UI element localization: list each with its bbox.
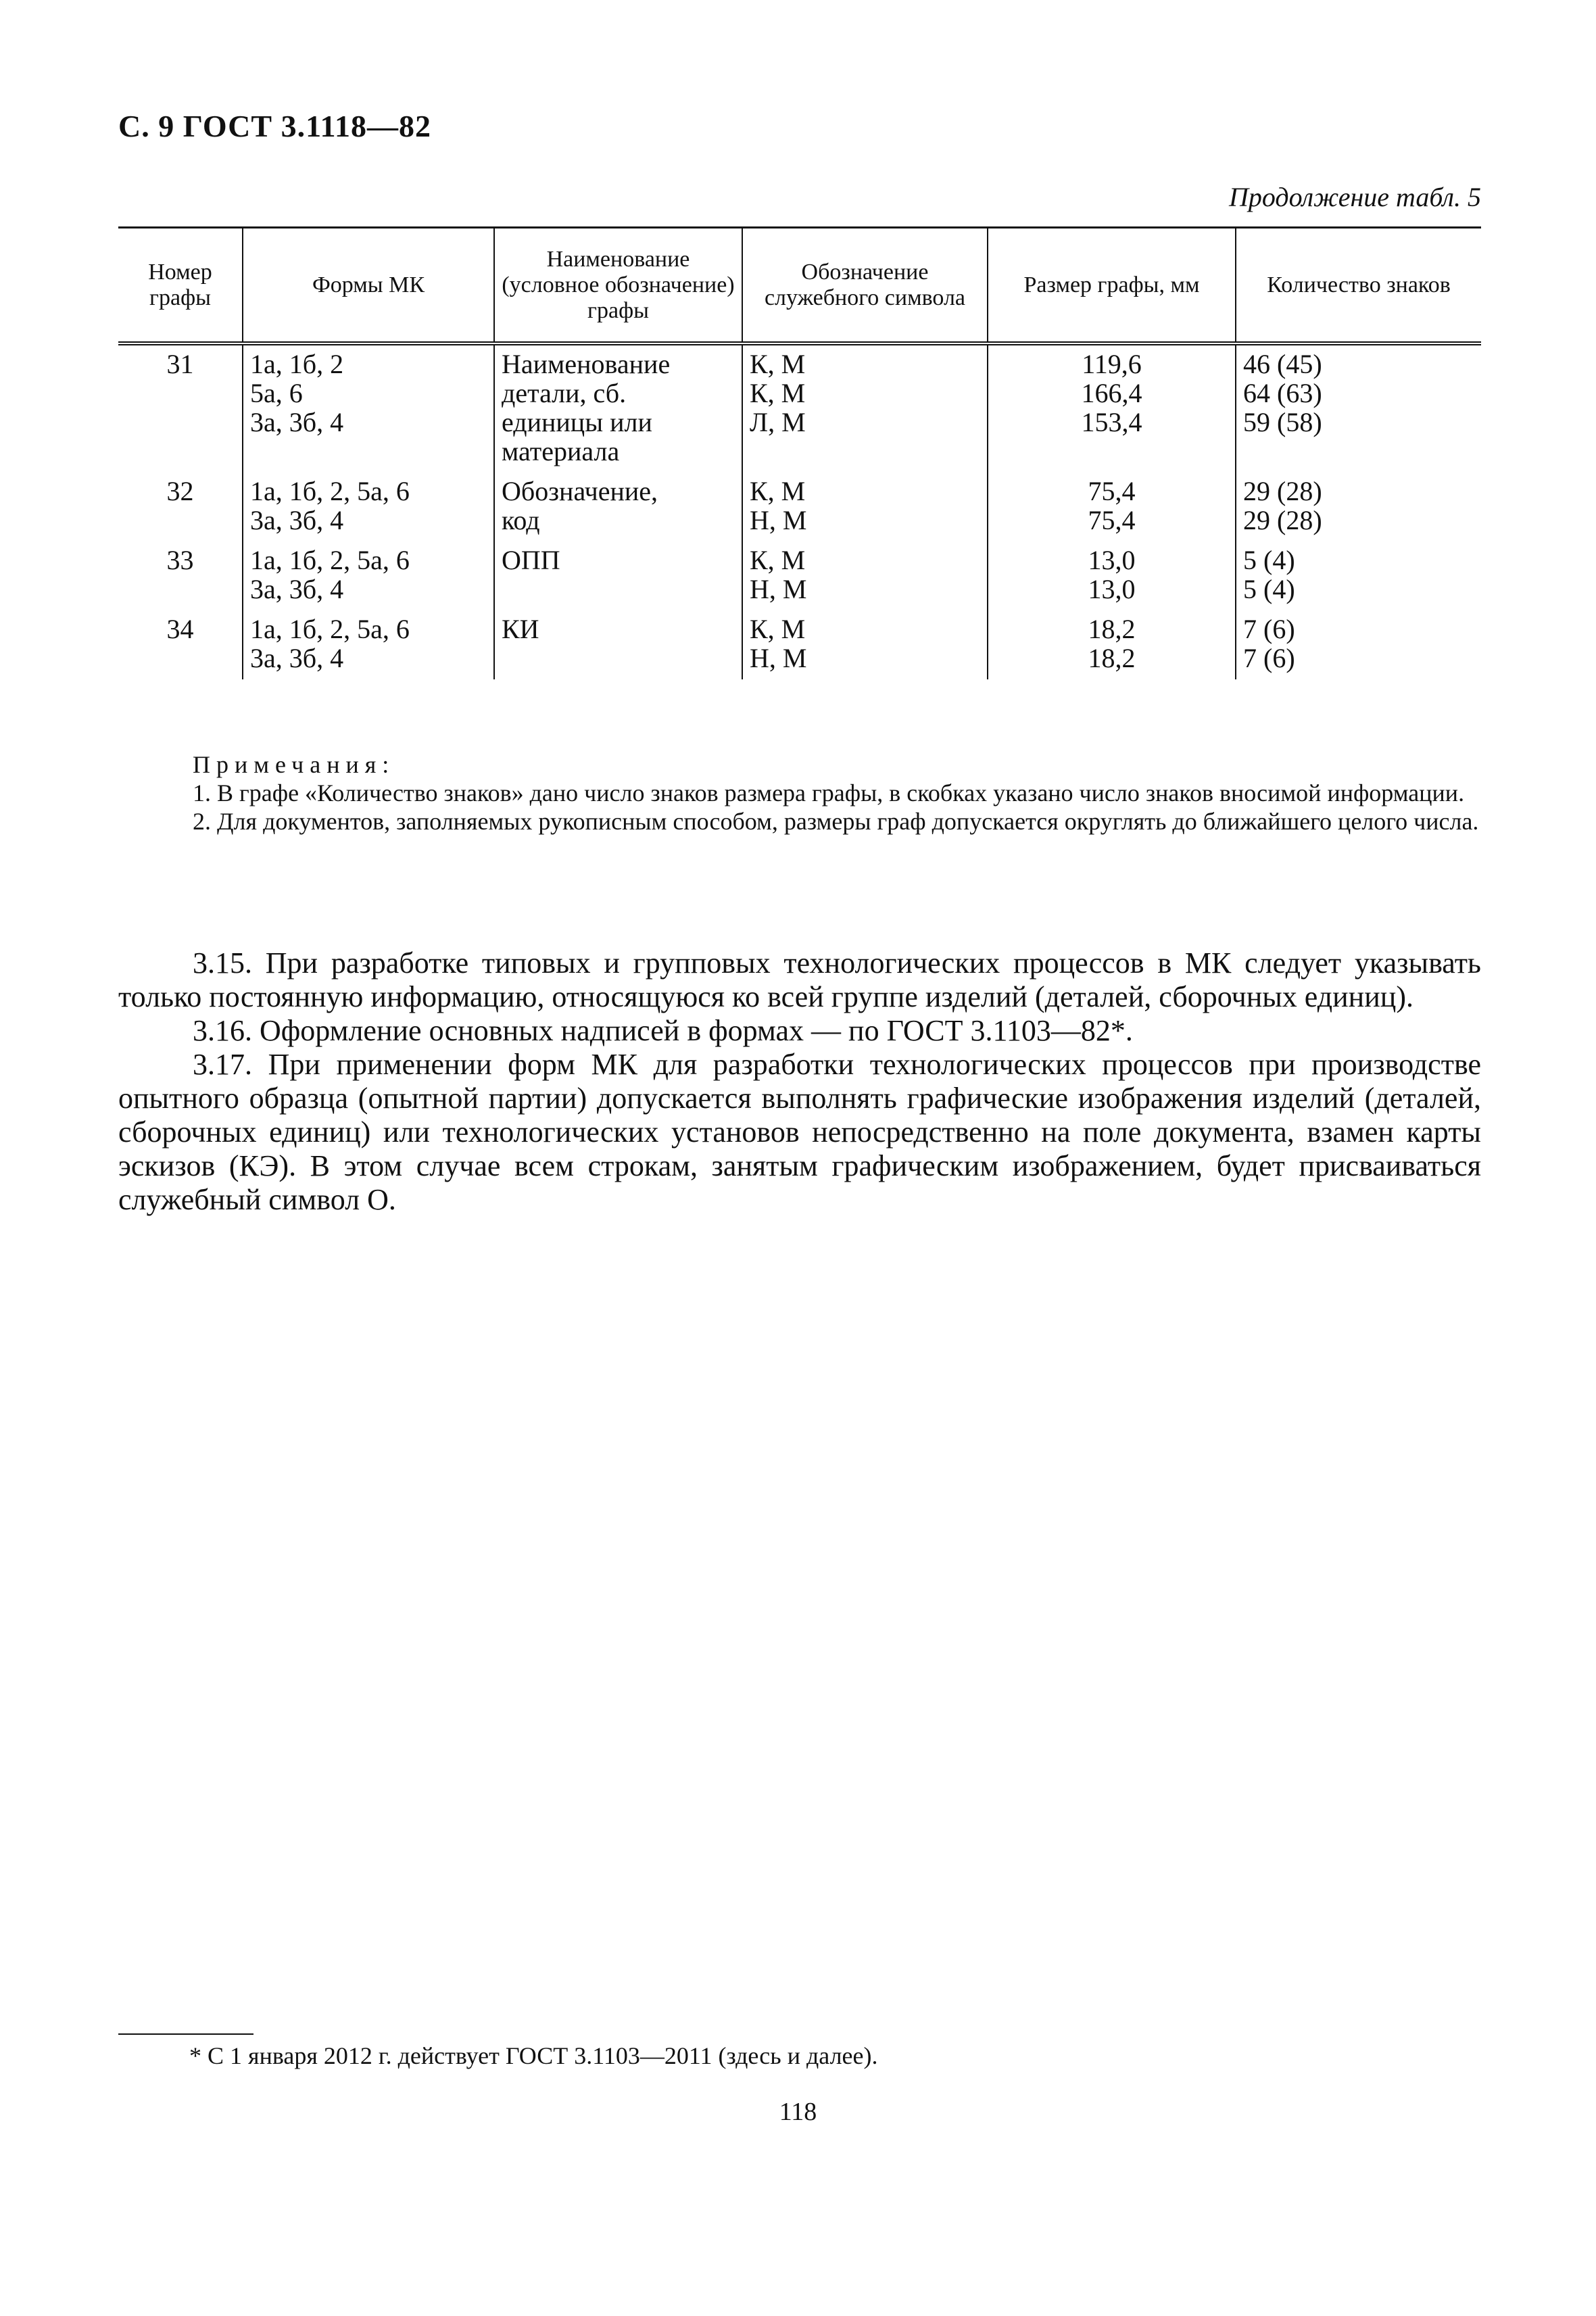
cell-size — [988, 473, 1236, 541]
cell-count — [1236, 541, 1481, 610]
footnote: * С 1 января 2012 г. действует ГОСТ 3.1103—2011 (здесь и далее). — [189, 2042, 878, 2069]
cell-name-line: код — [502, 505, 540, 535]
cell-size — [988, 541, 1236, 610]
cell-size-line: 119,6 — [1082, 349, 1142, 379]
header-cell-forms: Формы МК — [243, 228, 494, 344]
cell-forms — [243, 610, 494, 679]
cell-count-line: 7 (6) — [1243, 614, 1295, 644]
cell-size-line: 166,4 — [1081, 378, 1142, 408]
header-cell-size: Размер графы, мм — [988, 228, 1236, 344]
cell-size — [988, 610, 1236, 679]
cell-symbol-line: К, М — [750, 378, 806, 408]
cell-symbol-line: Н, М — [750, 643, 807, 673]
cell-name-line: Обозначение, — [502, 476, 658, 506]
cell-count-line: 59 (58) — [1243, 407, 1322, 437]
cell-count-line: 5 (4) — [1243, 545, 1295, 575]
cell-forms-line: 3а, 3б, 4 — [250, 407, 344, 437]
cell-count-line: 29 (28) — [1243, 476, 1322, 506]
note-item: 1. В графе «Количество знаков» дано число знаков размера графы, в скобках указано число знаков вносимой информации. — [193, 779, 1465, 806]
notes-title: Примечания: — [193, 751, 395, 778]
cell-count-line: 29 (28) — [1243, 505, 1322, 535]
cell-name — [494, 343, 742, 473]
cell-forms-line: 3а, 3б, 4 — [250, 643, 344, 673]
header-cell-number: Номер графы — [118, 228, 243, 344]
cell-forms-line: 3а, 3б, 4 — [250, 505, 344, 535]
cell-symbol-line: Н, М — [750, 574, 807, 604]
cell-size-line: 75,4 — [1088, 476, 1136, 506]
cell-name-line: ОПП — [502, 545, 560, 575]
body-text — [118, 946, 1481, 1217]
cell-size-line: 18,2 — [1088, 614, 1136, 644]
table-row — [118, 610, 1481, 679]
cell-count-line: 46 (45) — [1243, 349, 1322, 379]
cell-symbol — [742, 541, 988, 610]
cell-forms-line: 1а, 1б, 2, 5а, 6 — [250, 545, 410, 575]
cell-symbol-line: Л, М — [750, 407, 806, 437]
cell-symbol-line: К, М — [750, 614, 806, 644]
cell-number: 34 — [118, 610, 243, 679]
cell-forms-line: 1а, 1б, 2, 5а, 6 — [250, 614, 410, 644]
cell-symbol — [742, 343, 988, 473]
page-number: 118 — [779, 2098, 817, 2126]
cell-name — [494, 541, 742, 610]
cell-forms — [243, 541, 494, 610]
cell-symbol-line: К, М — [750, 545, 806, 575]
cell-name — [494, 610, 742, 679]
cell-count-line: 7 (6) — [1243, 643, 1295, 673]
cell-forms — [243, 473, 494, 541]
cell-forms-line: 3а, 3б, 4 — [250, 574, 344, 604]
header-cell-name: Наименование (условное обозначение) графы — [494, 228, 742, 344]
cell-number: 32 — [118, 473, 243, 541]
cell-name-line: КИ — [502, 614, 539, 644]
spec-table-wrapper — [118, 226, 1481, 679]
cell-number: 31 — [118, 343, 243, 473]
cell-forms-line: 1а, 1б, 2, 5а, 6 — [250, 476, 410, 506]
table-row — [118, 343, 1481, 473]
cell-size-line: 13,0 — [1088, 545, 1136, 575]
note-item: 2. Для документов, заполняемых рукописным способом, размеры граф допускается округлять до ближайшего целого числа. — [193, 808, 1479, 835]
table-caption: Продолжение табл. 5 — [1228, 182, 1481, 212]
header-cell-symbol: Обозначение служебного символа — [742, 228, 988, 344]
cell-size-line: 75,4 — [1088, 505, 1136, 535]
cell-symbol — [742, 610, 988, 679]
cell-name-line: Наименование — [502, 349, 671, 379]
cell-size-line: 13,0 — [1088, 574, 1136, 604]
table-row — [118, 473, 1481, 541]
footnote-divider — [118, 2033, 253, 2035]
cell-symbol-line: К, М — [750, 476, 806, 506]
paragraph-3-16: 3.16. Оформление основных надписей в формах — по ГОСТ 3.1103—82*. — [193, 1014, 1133, 1047]
cell-count — [1236, 343, 1481, 473]
cell-name-line: единицы или — [502, 407, 652, 437]
cell-forms — [243, 343, 494, 473]
table-row — [118, 541, 1481, 610]
cell-size-line: 18,2 — [1088, 643, 1136, 673]
cell-count — [1236, 473, 1481, 541]
paragraph-3-15: 3.15. При разработке типовых и групповых технологических процессов в МК следует указывать только постоянную информацию, относящуюся ко всей группе изделий (деталей, сборочных единиц). — [118, 946, 1481, 1013]
cell-size-line: 153,4 — [1081, 407, 1142, 437]
cell-name — [494, 473, 742, 541]
cell-number: 33 — [118, 541, 243, 610]
cell-name-line: материала — [502, 436, 620, 466]
cell-symbol-line: Н, М — [750, 505, 807, 535]
cell-count-line: 5 (4) — [1243, 574, 1295, 604]
cell-forms-line: 1а, 1б, 2 — [250, 349, 344, 379]
notes-block — [118, 750, 1481, 836]
table-body — [118, 343, 1481, 679]
table-header-row — [118, 228, 1481, 344]
page-header: С. 9 ГОСТ 3.1118—82 — [118, 109, 432, 143]
cell-size — [988, 343, 1236, 473]
cell-count-line: 64 (63) — [1243, 378, 1322, 408]
spec-table — [118, 226, 1481, 679]
cell-forms-line: 5а, 6 — [250, 378, 303, 408]
paragraph-3-17: 3.17. При применении форм МК для разработки технологических процессов при производстве опытного образца (опытной партии) допускается выполнять графические изображения изделий (деталей, сборочных единиц) или технологических установов непосредственно на поле документа, взамен карты эскизов (КЭ). В этом случае всем строкам, занятым графическим изображением, будет присваиваться служебный символ О. — [118, 1048, 1481, 1216]
cell-name-line: детали, сб. — [502, 378, 627, 408]
cell-symbol-line: К, М — [750, 349, 806, 379]
cell-symbol — [742, 473, 988, 541]
cell-count — [1236, 610, 1481, 679]
header-cell-count: Количество знаков — [1236, 228, 1481, 344]
